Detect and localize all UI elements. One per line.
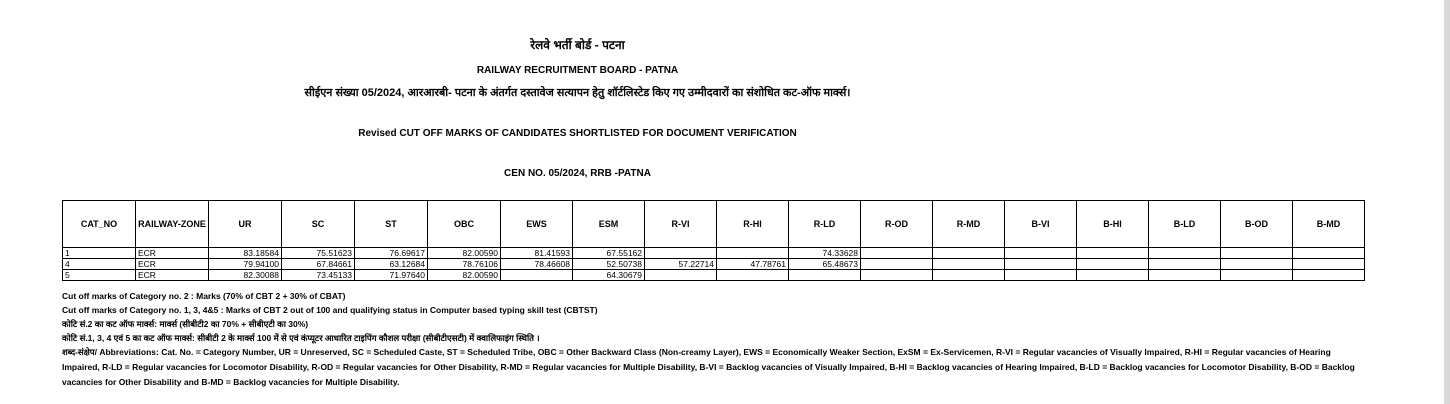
board-title-hindi: रेलवे भर्ती बोर्ड - पटना — [530, 38, 625, 52]
table-body — [63, 248, 1365, 281]
table-header-row — [63, 201, 1365, 248]
cutoff-marks-table — [62, 200, 1365, 281]
table-cell — [717, 270, 789, 281]
table-cell: 5 — [63, 270, 136, 281]
table-cell: 75.51623 — [282, 248, 355, 259]
table-cell — [1221, 270, 1293, 281]
table-cell — [1149, 259, 1221, 270]
table-cell — [1077, 270, 1149, 281]
table-cell: ECR — [136, 259, 209, 270]
table-cell — [1005, 270, 1077, 281]
table-cell: 63.12684 — [355, 259, 428, 270]
table-row — [63, 248, 1365, 259]
table-cell — [1293, 248, 1365, 259]
table-cell — [789, 270, 861, 281]
column-header: B-OD — [1221, 201, 1293, 248]
table-cell: 81.41593 — [501, 248, 573, 259]
table-cell — [1293, 259, 1365, 270]
table-cell — [861, 270, 933, 281]
table-cell: 64.30679 — [573, 270, 645, 281]
table-cell: ECR — [136, 270, 209, 281]
notes-section — [62, 289, 1362, 390]
column-header: ST — [355, 201, 428, 248]
column-header: B-MD — [1293, 201, 1365, 248]
column-header: EWS — [501, 201, 573, 248]
column-header: RAILWAY-ZONE — [136, 201, 209, 248]
table-cell — [933, 259, 1005, 270]
column-header: B-VI — [1005, 201, 1077, 248]
table-cell: 57.22714 — [645, 259, 717, 270]
table-cell: 74.33628 — [789, 248, 861, 259]
table-cell: 71.97640 — [355, 270, 428, 281]
column-header: R-OD — [861, 201, 933, 248]
table-cell: 78.76106 — [428, 259, 501, 270]
table-cell — [933, 270, 1005, 281]
note-category-1-3-4-5-hindi: कोटि सं.1, 3, 4 एवं 5 का कट ऑफ मार्क्स: सीबीटी 2 के मार्क्स 100 में से एवं कंप्यूटर आधारित टाइपिंग कौशल परीक्षा (सीबीटीएसटी) में क्वालिफाइंग स्थिति । — [62, 333, 540, 343]
notice-subtitle-hindi — [0, 86, 1155, 100]
note-category-2: Cut off marks of Category no. 2 : Marks (70% of CBT 2 + 30% of CBAT) — [62, 291, 346, 301]
column-header: B-HI — [1077, 201, 1149, 248]
table-cell — [1293, 270, 1365, 281]
table-cell — [1005, 259, 1077, 270]
table-cell: 4 — [63, 259, 136, 270]
table-cell — [861, 248, 933, 259]
table-cell — [717, 248, 789, 259]
column-header: B-LD — [1149, 201, 1221, 248]
table-cell: 67.55162 — [573, 248, 645, 259]
table-cell: 83.18584 — [209, 248, 282, 259]
table-cell — [501, 270, 573, 281]
column-header: SC — [282, 201, 355, 248]
table-cell: 82.30088 — [209, 270, 282, 281]
table-cell: 52.50738 — [573, 259, 645, 270]
column-header: R-LD — [789, 201, 861, 248]
table-cell: 47.78761 — [717, 259, 789, 270]
notice-subtitle-english: Revised CUT OFF MARKS OF CANDIDATES SHORTLISTED FOR DOCUMENT VERIFICATION — [358, 128, 797, 139]
scrollbar-strip — [1444, 0, 1450, 404]
column-header: CAT_NO — [63, 201, 136, 248]
table-cell — [933, 248, 1005, 259]
table-cell — [645, 270, 717, 281]
column-header: R-MD — [933, 201, 1005, 248]
table-cell: 78.46608 — [501, 259, 573, 270]
column-header: ESM — [573, 201, 645, 248]
table-cell — [1221, 259, 1293, 270]
column-header: UR — [209, 201, 282, 248]
table-cell: 67.84661 — [282, 259, 355, 270]
table-cell: 82.00590 — [428, 248, 501, 259]
table-cell — [1221, 248, 1293, 259]
table-cell: 76.69617 — [355, 248, 428, 259]
table-cell — [645, 248, 717, 259]
table-cell — [861, 259, 933, 270]
table-cell: 82.00590 — [428, 270, 501, 281]
column-header: R-VI — [645, 201, 717, 248]
column-header: OBC — [428, 201, 501, 248]
note-category-2-hindi: कोटि सं.2 का कट ऑफ मार्क्स: मार्क्स (सीबीटी2 का 70% + सीबीएटी का 30%) — [62, 319, 309, 329]
table-cell — [1077, 248, 1149, 259]
abbreviations: शब्द-संक्षेप/ Abbreviations: Cat. No. = Category Number, UR = Unreserved, SC = Scheduled Caste, ST = Scheduled Tribe, OBC = Other Backward Class (Non-creamy Layer), EWS = Economically Weaker Section, ExSM = Ex-Servicemen, R-VI = Regular vacancies of Visually Impaired, R-HI = Regular vacancies of Hearing Impaired, R-LD = Regular vacancies for Locomotor Disability, R-OD = Regular vacancies for Other Disability, R-MD = Regular vacancies for Multiple Disability, B-VI = Backlog vacancies of Visually Impaired, B-HI = Backlog vacancies of Hearing Impaired, B-LD = Backlog vacancies for Locomotor Disability, B-OD = Backlog vacancies for Other Disability and B-MD = Backlog vacancies for Multiple Disability. — [62, 347, 1355, 387]
table-cell — [1005, 248, 1077, 259]
table-cell: 73.45133 — [282, 270, 355, 281]
table-cell — [1149, 270, 1221, 281]
table-row — [63, 259, 1365, 270]
column-header: R-HI — [717, 201, 789, 248]
table-cell — [1077, 259, 1149, 270]
table-row — [63, 270, 1365, 281]
table-cell: 65.48673 — [789, 259, 861, 270]
notice-subtitle-hindi-text: सीईएन संख्या 05/2024, आरआरबी- पटना के अंतर्गत दस्तावेज सत्यापन हेतु शॉर्टलिस्टेड किए गए उम्मीदवारों का संशोधित कट-ऑफ मार्क्स। — [304, 87, 851, 99]
cen-number: CEN NO. 05/2024, RRB -PATNA — [504, 168, 651, 179]
table-cell: 1 — [63, 248, 136, 259]
note-category-1-3-4-5: Cut off marks of Category no. 1, 3, 4&5 : Marks of CBT 2 out of 100 and qualifying status in Computer based typing skill test (CBTST) — [62, 305, 598, 315]
board-title-english: RAILWAY RECRUITMENT BOARD - PATNA — [476, 65, 679, 76]
table-cell: 79.94100 — [209, 259, 282, 270]
table-cell — [1149, 248, 1221, 259]
table-cell: ECR — [136, 248, 209, 259]
